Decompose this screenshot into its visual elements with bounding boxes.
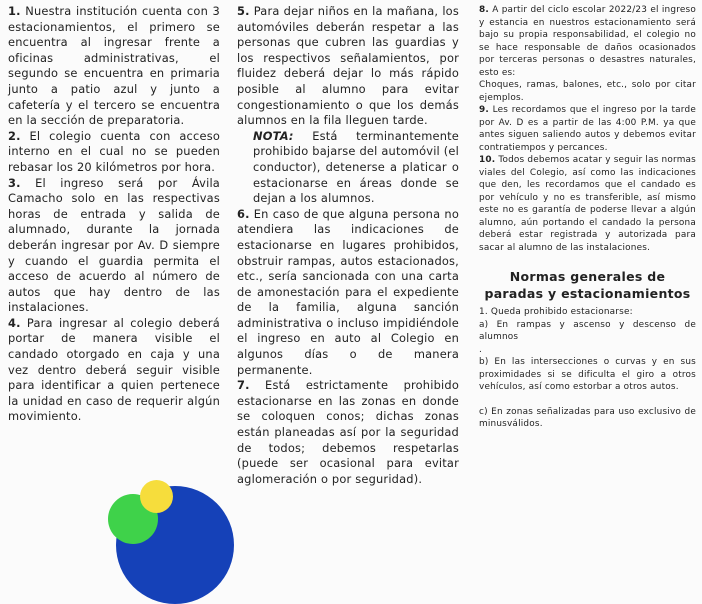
rule-number: 1. bbox=[8, 4, 21, 18]
rule-text: El colegio cuenta con acceso interno en el cual no se pueden rebasar los 20 kilómetros por hora. bbox=[8, 128, 220, 174]
rule-6 bbox=[237, 207, 459, 379]
rule-5 bbox=[237, 4, 459, 129]
rule-number: 7. bbox=[237, 378, 250, 393]
note bbox=[237, 129, 459, 207]
prohibition-intro: 1. Queda prohibido estacionarse: bbox=[479, 307, 633, 317]
rule-text: Nuestra institución cuenta con 3 estacionamientos, el primero se encuentra al ingresar frente a oficinas administrativas, el segundo se encuentra en primaria junto a patio azul y junto a cafetería y el tercero se encuentra en la sección de preparatoria. bbox=[8, 4, 220, 128]
stray-dot: . bbox=[479, 344, 483, 355]
rule-10 bbox=[479, 154, 696, 254]
column-right bbox=[479, 4, 696, 431]
rule-text: Para ingresar al colegio deberá portar de manera visible el candado otorgado en caja y una vez dentro deberá seguir visible para identificar a quien pertenece la unidad en caso de requerir algún movimiento. bbox=[8, 315, 220, 424]
rule-number: 4. bbox=[8, 315, 21, 330]
rule-8-examples: Choques, ramas, balones, etc., solo por citar ejemplos. bbox=[479, 80, 696, 103]
section-heading: Normas generales de paradas y estacionamientos bbox=[484, 269, 691, 301]
prohibition-b: b) En las intersecciones o curvas y en sus proximidades si se dificulta el giro a otros vehículos, así como estorbar a otros autos. bbox=[479, 357, 696, 392]
rule-number: 3. bbox=[8, 175, 21, 190]
rule-1 bbox=[8, 4, 220, 129]
spacer bbox=[479, 394, 696, 406]
rule-8 bbox=[479, 4, 696, 79]
rule-text: Les recordamos que el ingreso por la tarde por Av. D es a partir de las 4:00 P.M. ya que antes siguen saliendo autos y debemos evitar contratiempos y percances. bbox=[479, 105, 696, 153]
rule-7 bbox=[237, 378, 459, 487]
column-left bbox=[8, 4, 220, 425]
decorative-yellow-circle bbox=[140, 480, 173, 513]
rule-text: Para dejar niños en la mañana, los automóviles deberán respetar a las personas que cubren las guardias y los respectivos señalamientos, por fluidez deberá dejar lo más rápido posible al alumno para evitar congestionamiento o que los demás alumnos en la fila lleguen tarde. bbox=[237, 4, 459, 128]
note-label: NOTA: bbox=[253, 128, 294, 143]
rule-number: 5. bbox=[237, 4, 250, 18]
rule-text: Está estrictamente prohibido estacionarse en las zonas en donde se coloquen conos; dichas zonas están planeadas así por la seguridad de todos; debemos respetarlas (puede ser ocasional para evitar aglomeración o por seguridad). bbox=[237, 378, 459, 486]
prohibition-c: c) En zonas señalizadas para uso exclusivo de minusválidos. bbox=[479, 406, 696, 429]
rule-number: 6. bbox=[237, 206, 250, 221]
rule-number: 2. bbox=[8, 128, 21, 143]
rule-3 bbox=[8, 176, 220, 316]
rule-number: 8. bbox=[479, 5, 489, 15]
rule-2 bbox=[8, 129, 220, 176]
rule-text: A partir del ciclo escolar 2022/23 el ingreso y estancia en nuestros estacionamiento será bajo su propia responsabilidad, el colegio no se hace responsable de daños ocasionados por terceras personas o desastres naturales, esto es: bbox=[479, 5, 696, 78]
rule-text: En caso de que alguna persona no atendiera las indicaciones de estacionarse en lugares prohibidos, obstruir rampas, autos estacionados, etc., sería sancionada con una carta de amonestación para el expediente de la familia, alguna sanción administrativa o incluso impidiéndole el ingreso en auto al Colegio en algunos días o de manera permanente. bbox=[237, 206, 459, 377]
prohibition-a: a) En rampas y ascenso y descenso de alumnos bbox=[479, 319, 696, 342]
rule-number: 10. bbox=[479, 155, 496, 165]
rule-4 bbox=[8, 316, 220, 425]
rule-text: Todos debemos acatar y seguir las normas viales del Colegio, así como las indicaciones que den, les recordamos que el candado es por vehículo y no es transferible, así mismo este no es garantía de poderse llevar a algún alumno, aún portando el candado la persona deberá estar registrada y autorizada para sacar al alumno de las instalaciones. bbox=[479, 155, 697, 253]
column-middle bbox=[237, 4, 459, 487]
rule-number: 9. bbox=[479, 105, 489, 115]
note-text: Está terminantemente prohibido bajarse del automóvil (el conductor), detenerse a platicar o estacionarse en áreas donde se dejan a los alumnos. bbox=[253, 128, 459, 206]
rule-text: El ingreso será por Ávila Camacho solo en las respectivas horas de entrada y salida de alumnado, durante la jornada deberán ingresar por Av. D siempre y cuando el guardia permita el acceso de acuerdo al número de autos que hay dentro de las instalaciones. bbox=[8, 175, 220, 315]
rule-9 bbox=[479, 104, 696, 154]
